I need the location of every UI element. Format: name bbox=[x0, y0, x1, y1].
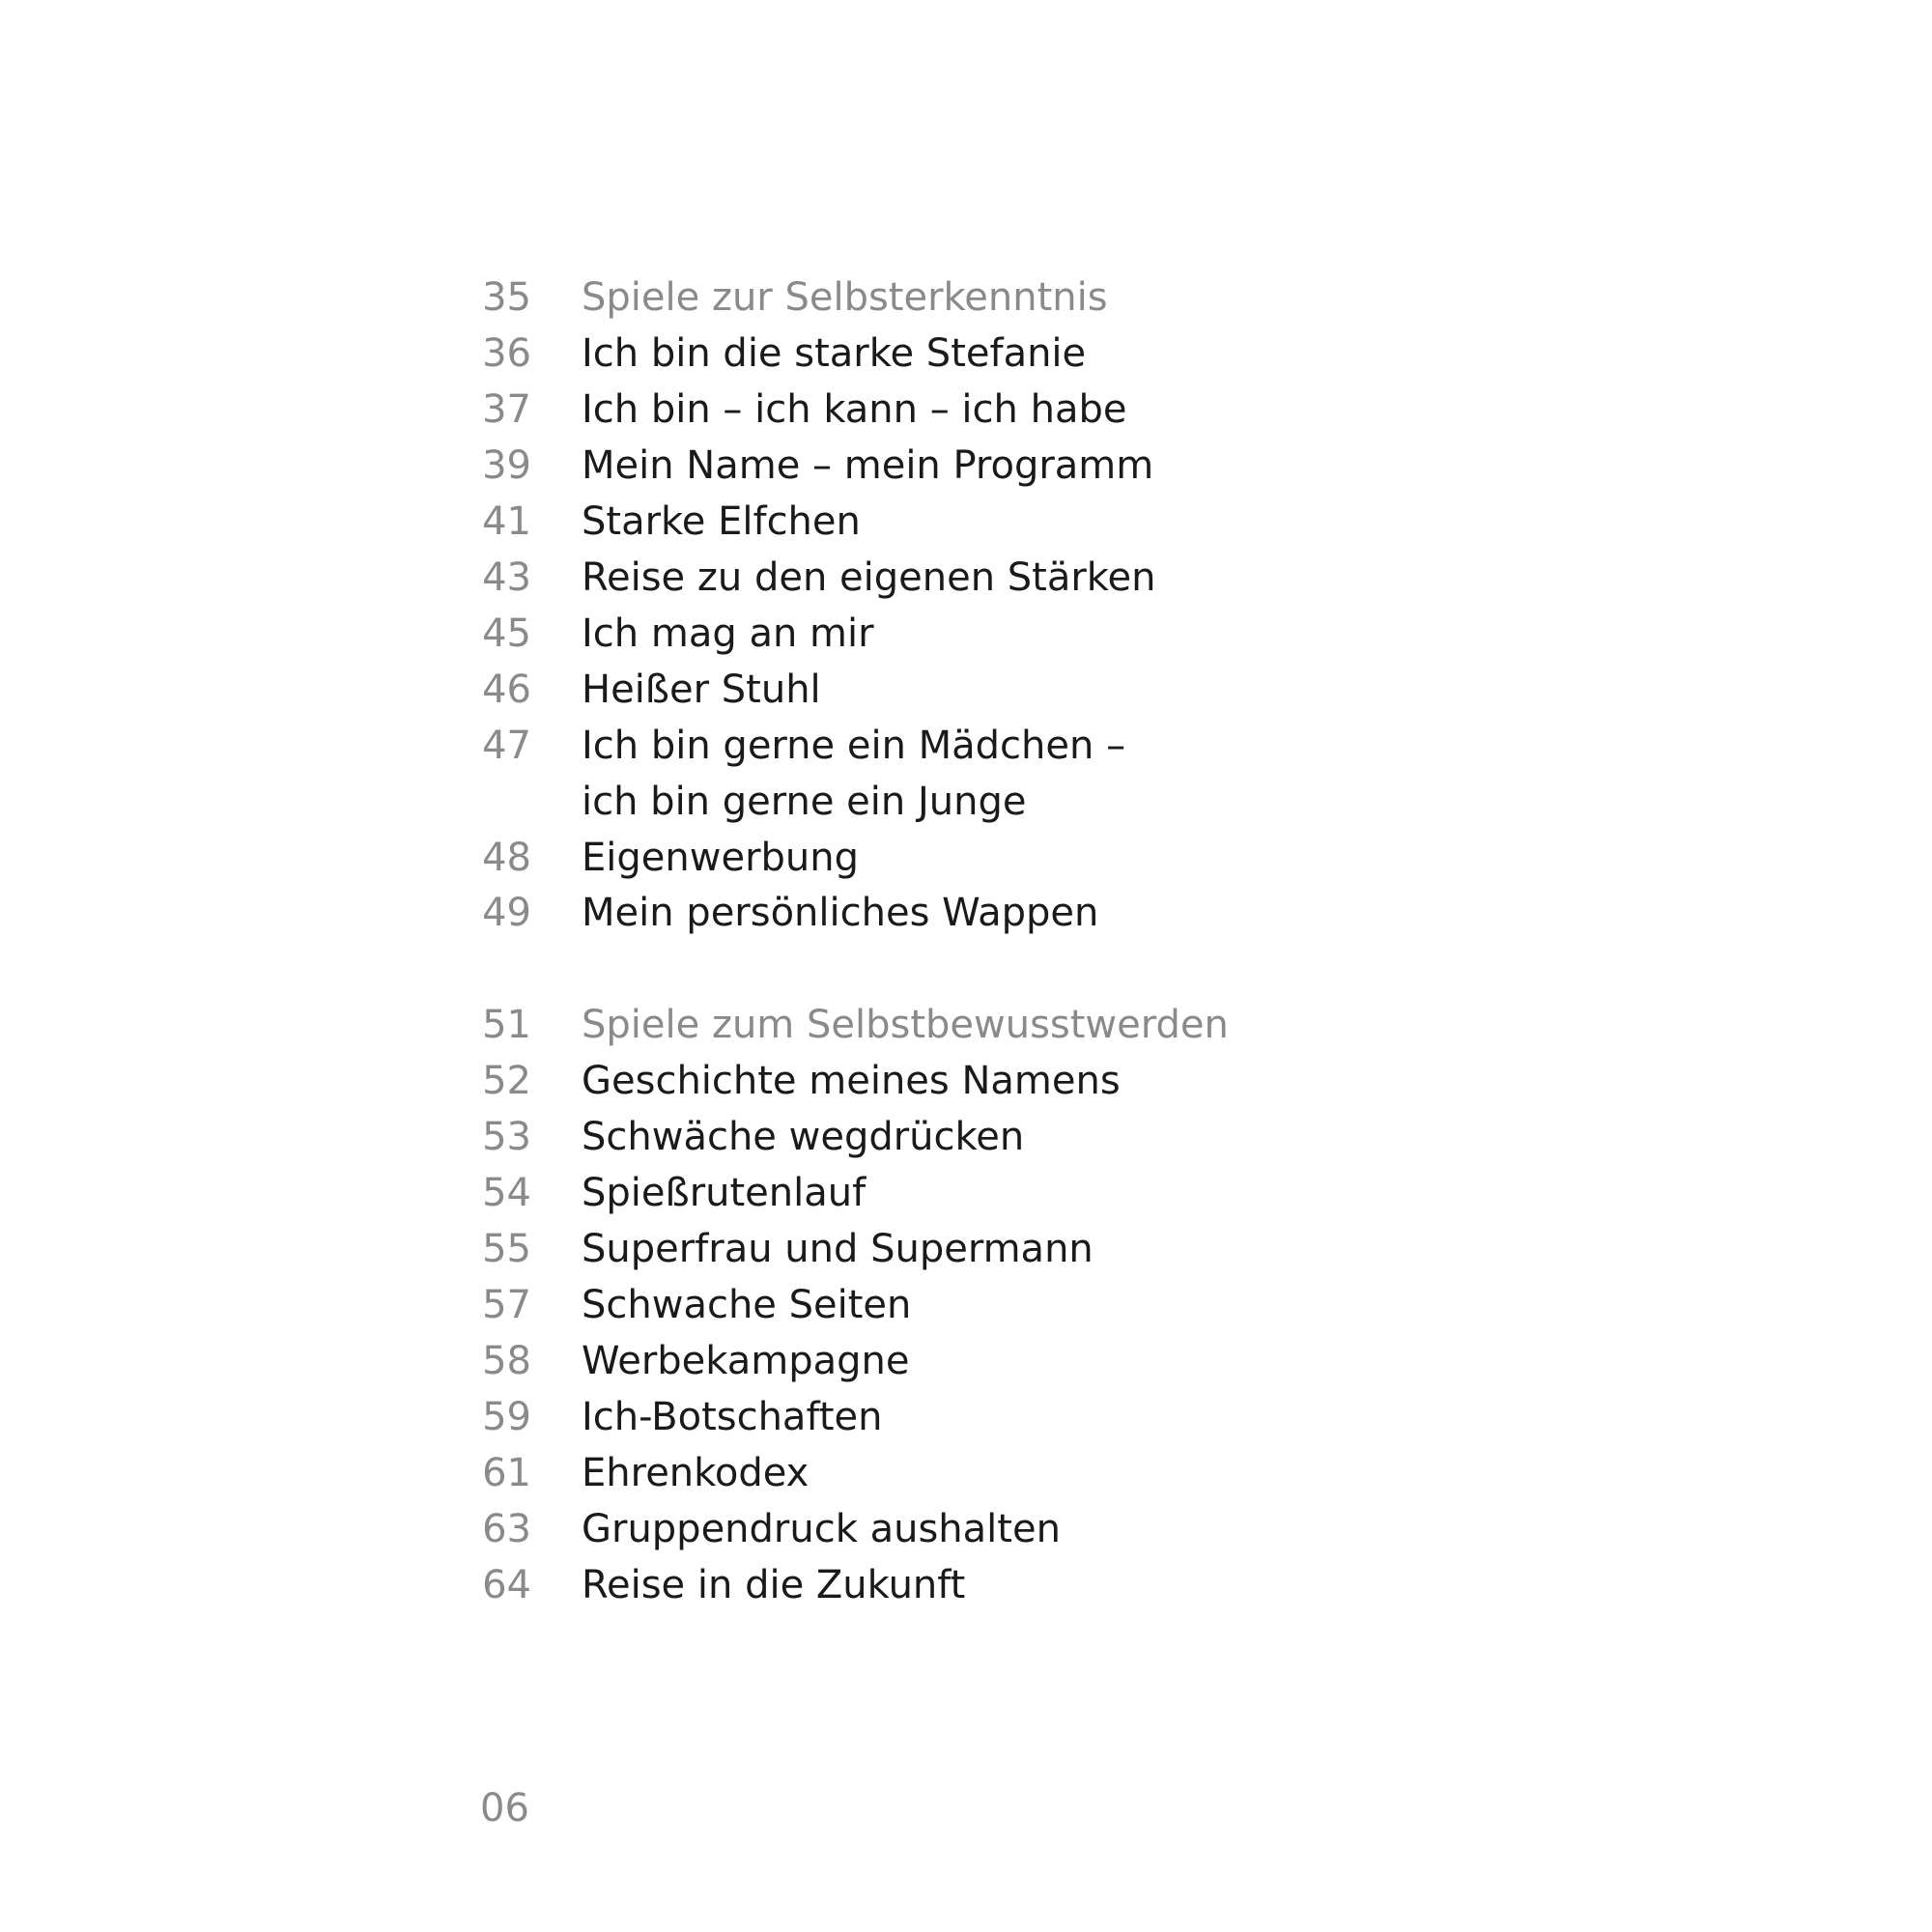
toc-entry-title: ich bin gerne ein Junge bbox=[582, 780, 1027, 824]
toc-entry-title: Ehrenkodex bbox=[582, 1451, 810, 1495]
toc-entry bbox=[0, 830, 1932, 886]
toc-entry bbox=[0, 1277, 1932, 1333]
toc-entry-title: Ich mag an mir bbox=[582, 611, 874, 656]
toc-page-number: 55 bbox=[482, 1227, 531, 1271]
toc-entry bbox=[0, 1109, 1932, 1165]
toc-page-number: 46 bbox=[482, 668, 531, 712]
toc-entry bbox=[0, 885, 1932, 941]
toc-entry-title: Ich bin – ich kann – ich habe bbox=[582, 387, 1127, 432]
toc-page-number: 36 bbox=[482, 331, 531, 376]
toc-entry-continuation bbox=[0, 774, 1932, 830]
toc-page-number: 53 bbox=[482, 1115, 531, 1159]
toc-section-heading bbox=[0, 270, 1932, 326]
toc-page-number: 58 bbox=[482, 1339, 531, 1383]
toc-page-number: 45 bbox=[482, 611, 531, 656]
toc-entry bbox=[0, 662, 1932, 718]
toc-entry-title: Geschichte meines Namens bbox=[582, 1059, 1121, 1103]
toc-page-number: 63 bbox=[482, 1507, 531, 1551]
toc-entry bbox=[0, 718, 1932, 774]
toc-page-number: 48 bbox=[482, 836, 531, 880]
toc-entry bbox=[0, 1165, 1932, 1221]
toc-entry-title: Ich-Botschaften bbox=[582, 1395, 883, 1439]
toc-entry-title: Ich bin gerne ein Mädchen – bbox=[582, 724, 1126, 768]
toc-entry bbox=[0, 1557, 1932, 1613]
toc-section-heading bbox=[0, 997, 1932, 1053]
toc-entry-title: Schwache Seiten bbox=[582, 1283, 912, 1327]
toc-entry-title: Mein persönliches Wappen bbox=[582, 891, 1099, 935]
toc-entry bbox=[0, 1221, 1932, 1277]
toc-entry bbox=[0, 1053, 1932, 1109]
toc-entry bbox=[0, 1389, 1932, 1445]
toc-page-number: 54 bbox=[482, 1171, 531, 1215]
toc-entry-title: Werbekampagne bbox=[582, 1339, 910, 1383]
toc-page-number: 39 bbox=[482, 443, 531, 488]
page-number: 06 bbox=[480, 1786, 529, 1831]
toc-entry bbox=[0, 1445, 1932, 1501]
toc-page-number: 37 bbox=[482, 387, 531, 432]
toc-entry-title: Gruppendruck aushalten bbox=[582, 1507, 1061, 1551]
toc-entry bbox=[0, 1333, 1932, 1389]
toc-page-number: 51 bbox=[482, 1003, 531, 1047]
toc-entry-title: Reise in die Zukunft bbox=[582, 1563, 966, 1607]
toc-entry-title: Schwäche wegdrücken bbox=[582, 1115, 1025, 1159]
toc-entry bbox=[0, 1501, 1932, 1557]
toc-entry bbox=[0, 438, 1932, 494]
toc-entry-title: Eigenwerbung bbox=[582, 836, 859, 880]
toc-page-number: 59 bbox=[482, 1395, 531, 1439]
toc-entry-title: Reise zu den eigenen Stärken bbox=[582, 555, 1156, 600]
toc-entry bbox=[0, 550, 1932, 606]
toc-page-number: 43 bbox=[482, 555, 531, 600]
toc-page-number: 57 bbox=[482, 1283, 531, 1327]
toc-entry bbox=[0, 494, 1932, 550]
toc-page-number: 49 bbox=[482, 891, 531, 935]
toc-page-number: 41 bbox=[482, 499, 531, 544]
toc-entry-title: Superfrau und Supermann bbox=[582, 1227, 1094, 1271]
toc-heading-title: Spiele zum Selbstbewusstwerden bbox=[582, 1003, 1229, 1047]
toc-page-number: 61 bbox=[482, 1451, 531, 1495]
toc-entry bbox=[0, 382, 1932, 438]
toc-page-number: 35 bbox=[482, 275, 531, 320]
toc-entry-title: Starke Elfchen bbox=[582, 499, 861, 544]
toc-page-number: 47 bbox=[482, 724, 531, 768]
toc-entry bbox=[0, 326, 1932, 382]
toc-entry-title: Mein Name – mein Programm bbox=[582, 443, 1154, 488]
toc-entry-title: Ich bin die starke Stefanie bbox=[582, 331, 1087, 376]
toc-page-number: 52 bbox=[482, 1059, 531, 1103]
toc-page-number: 64 bbox=[482, 1563, 531, 1607]
toc-entry-title: Spießrutenlauf bbox=[582, 1171, 867, 1215]
toc-heading-title: Spiele zur Selbsterkenntnis bbox=[582, 275, 1108, 320]
toc-entry-title: Heißer Stuhl bbox=[582, 668, 821, 712]
toc-entry bbox=[0, 606, 1932, 662]
